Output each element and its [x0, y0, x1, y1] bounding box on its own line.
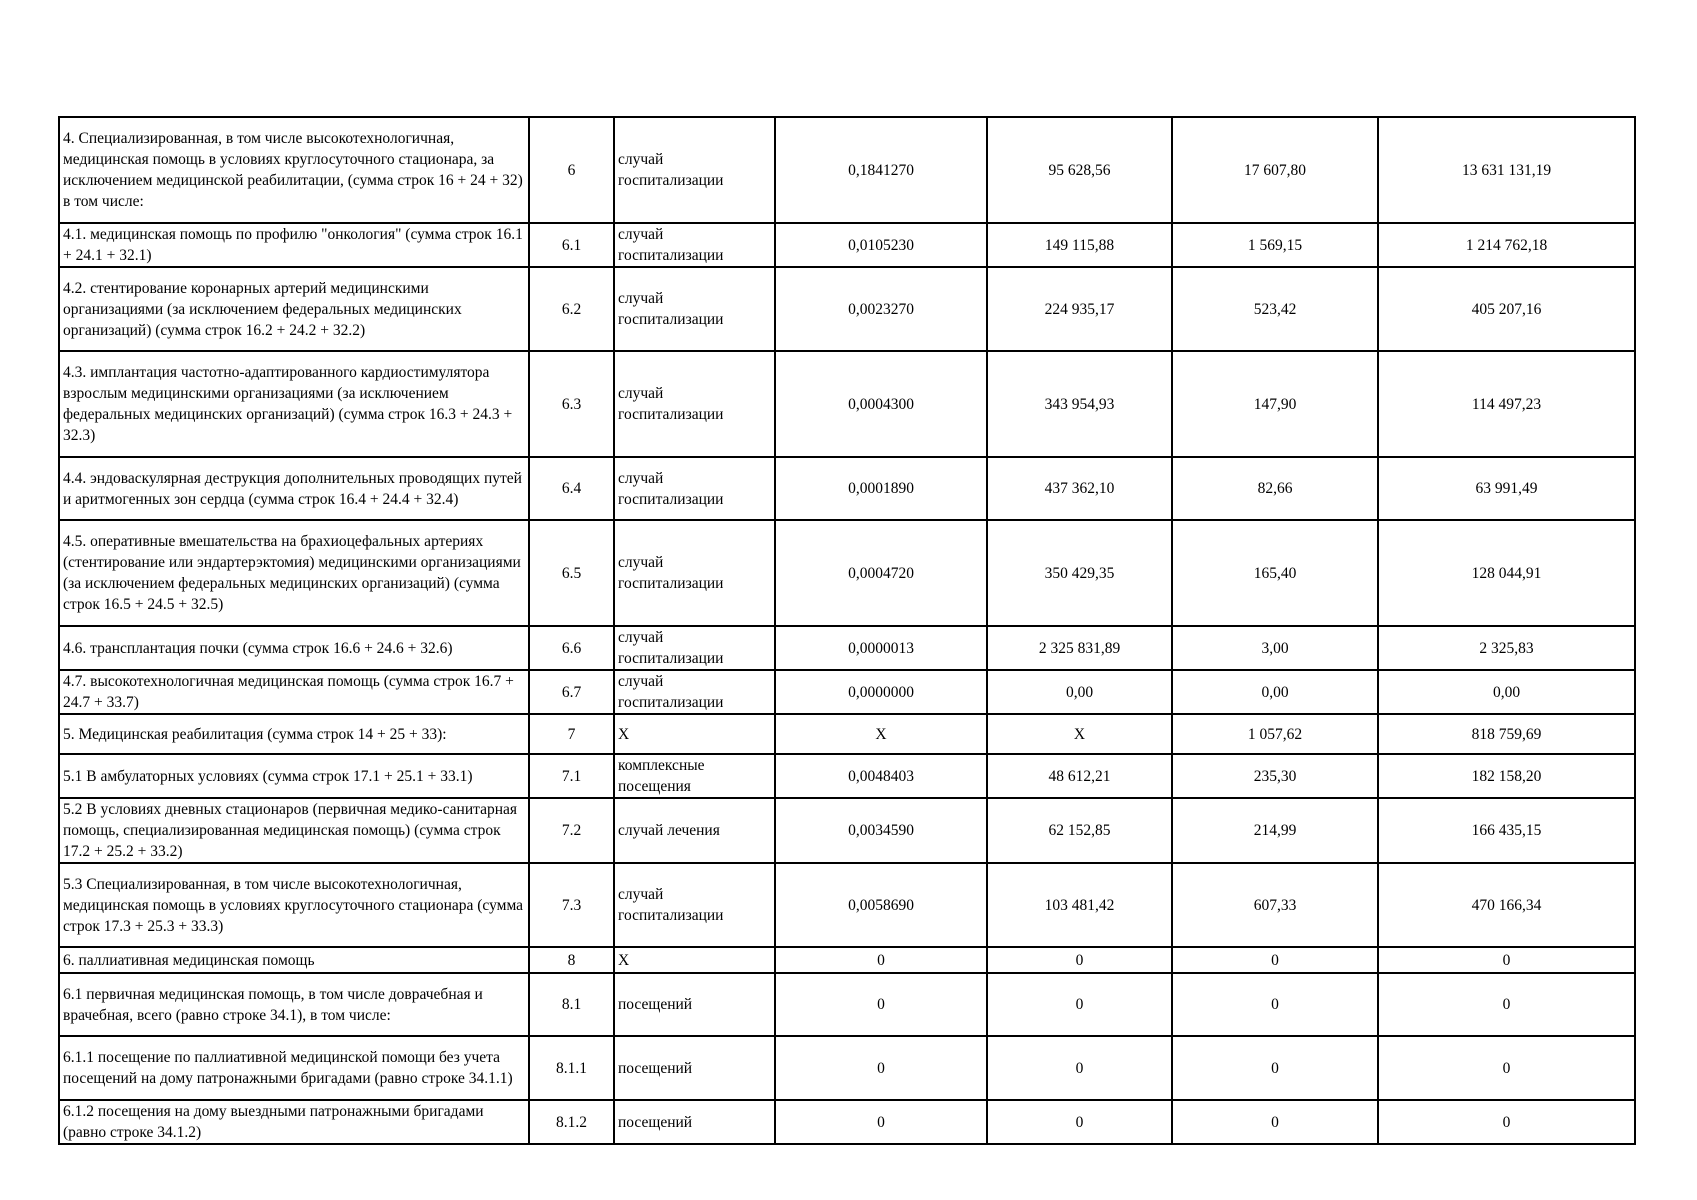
- cell-num: 8.1.1: [529, 1036, 614, 1100]
- cell-total: 182 158,20: [1378, 754, 1635, 798]
- cell-norm: Х: [775, 714, 987, 754]
- cell-cost: 224 935,17: [987, 267, 1172, 351]
- cell-name: 6.1.2 посещения на дому выездными патронажными бригадами (равно строке 34.1.2): [59, 1100, 529, 1144]
- cell-total: 128 044,91: [1378, 520, 1635, 626]
- cell-norm: 0,0034590: [775, 798, 987, 863]
- cell-name: 4. Специализированная, в том числе высокотехнологичная, медицинская помощь в условиях круглосуточного стационара, за исключением медицинской реабилитации, (сумма строк 16 + 24 + 32) в том числе:: [59, 117, 529, 223]
- cell-total: 405 207,16: [1378, 267, 1635, 351]
- cell-name: 4.1. медицинская помощь по профилю "онкология" (сумма строк 16.1 + 24.1 + 32.1): [59, 223, 529, 267]
- cell-name: 6. паллиативная медицинская помощь: [59, 947, 529, 973]
- cell-total: 470 166,34: [1378, 863, 1635, 947]
- cell-norm: 0,0001890: [775, 457, 987, 520]
- cell-rub: 523,42: [1172, 267, 1378, 351]
- table-row: [59, 670, 1635, 714]
- table-row: [59, 1036, 1635, 1100]
- cell-num: 7.3: [529, 863, 614, 947]
- cell-norm: 0,0048403: [775, 754, 987, 798]
- cell-cost: 0: [987, 947, 1172, 973]
- table-row: [59, 267, 1635, 351]
- cell-num: 6.5: [529, 520, 614, 626]
- cell-total: 2 325,83: [1378, 626, 1635, 670]
- cell-unit: комплексные посещения: [614, 754, 775, 798]
- cell-norm: 0,0000013: [775, 626, 987, 670]
- cell-rub: 0: [1172, 1036, 1378, 1100]
- cell-num: 6.7: [529, 670, 614, 714]
- cell-cost: 0,00: [987, 670, 1172, 714]
- cell-rub: 0: [1172, 973, 1378, 1036]
- data-table: [58, 116, 1636, 1145]
- table-row: [59, 947, 1635, 973]
- cell-norm: 0,1841270: [775, 117, 987, 223]
- cell-unit: случай госпитализации: [614, 223, 775, 267]
- cell-rub: 17 607,80: [1172, 117, 1378, 223]
- cell-name: 5.1 В амбулаторных условиях (сумма строк 17.1 + 25.1 + 33.1): [59, 754, 529, 798]
- cell-cost: 149 115,88: [987, 223, 1172, 267]
- cell-cost: Х: [987, 714, 1172, 754]
- table-row: [59, 457, 1635, 520]
- table-row: [59, 117, 1635, 223]
- cell-cost: 95 628,56: [987, 117, 1172, 223]
- cell-norm: 0,0004720: [775, 520, 987, 626]
- table-row: [59, 223, 1635, 267]
- cell-name: 4.6. трансплантация почки (сумма строк 16.6 + 24.6 + 32.6): [59, 626, 529, 670]
- table-row: [59, 973, 1635, 1036]
- cell-name: 4.3. имплантация частотно-адаптированного кардиостимулятора взрослым медицинскими организациями (за исключением федеральных медицинских организаций) (сумма строк 16.3 + 24.3 + 32.3): [59, 351, 529, 457]
- cell-cost: 62 152,85: [987, 798, 1172, 863]
- cell-total: 63 991,49: [1378, 457, 1635, 520]
- cell-cost: 2 325 831,89: [987, 626, 1172, 670]
- cell-unit: посещений: [614, 1100, 775, 1144]
- cell-total: 0: [1378, 973, 1635, 1036]
- cell-num: 8: [529, 947, 614, 973]
- cell-num: 6.3: [529, 351, 614, 457]
- cell-norm: 0,0105230: [775, 223, 987, 267]
- cell-unit: случай госпитализации: [614, 863, 775, 947]
- cell-cost: 437 362,10: [987, 457, 1172, 520]
- cell-norm: 0,0023270: [775, 267, 987, 351]
- cell-total: 13 631 131,19: [1378, 117, 1635, 223]
- cell-norm: 0: [775, 1036, 987, 1100]
- cell-rub: 214,99: [1172, 798, 1378, 863]
- cell-num: 7.2: [529, 798, 614, 863]
- cell-unit: случай госпитализации: [614, 267, 775, 351]
- cell-num: 7: [529, 714, 614, 754]
- cell-cost: 0: [987, 1100, 1172, 1144]
- table-row: [59, 1100, 1635, 1144]
- cell-total: 1 214 762,18: [1378, 223, 1635, 267]
- cell-total: 0: [1378, 1036, 1635, 1100]
- cell-rub: 0: [1172, 1100, 1378, 1144]
- cell-cost: 103 481,42: [987, 863, 1172, 947]
- cell-total: 166 435,15: [1378, 798, 1635, 863]
- cell-name: 4.5. оперативные вмешательства на брахиоцефальных артериях (стентирование или эндартерэктомия) медицинскими организациями (за исключением федеральных медицинских организаций) (сумма строк 16.5 + 24.5 + 32.5): [59, 520, 529, 626]
- table-row: [59, 714, 1635, 754]
- cell-norm: 0: [775, 1100, 987, 1144]
- cell-total: 818 759,69: [1378, 714, 1635, 754]
- cell-num: 8.1.2: [529, 1100, 614, 1144]
- cell-rub: 1 569,15: [1172, 223, 1378, 267]
- table-row: [59, 351, 1635, 457]
- cell-rub: 0: [1172, 947, 1378, 973]
- table-row: [59, 863, 1635, 947]
- cell-rub: 165,40: [1172, 520, 1378, 626]
- table-row: [59, 626, 1635, 670]
- table-body: [59, 117, 1635, 1144]
- cell-rub: 147,90: [1172, 351, 1378, 457]
- cell-rub: 607,33: [1172, 863, 1378, 947]
- cell-unit: случай госпитализации: [614, 626, 775, 670]
- cell-name: 4.7. высокотехнологичная медицинская помощь (сумма строк 16.7 + 24.7 + 33.7): [59, 670, 529, 714]
- table-row: [59, 798, 1635, 863]
- cell-unit: посещений: [614, 1036, 775, 1100]
- cell-cost: 48 612,21: [987, 754, 1172, 798]
- cell-rub: 235,30: [1172, 754, 1378, 798]
- cell-total: 114 497,23: [1378, 351, 1635, 457]
- cell-unit: случай лечения: [614, 798, 775, 863]
- cell-cost: 350 429,35: [987, 520, 1172, 626]
- cell-name: 5.3 Специализированная, в том числе высокотехнологичная, медицинская помощь в условиях круглосуточного стационара (сумма строк 17.3 + 25.3 + 33.3): [59, 863, 529, 947]
- cell-unit: случай госпитализации: [614, 670, 775, 714]
- cell-cost: 0: [987, 1036, 1172, 1100]
- cell-name: 6.1 первичная медицинская помощь, в том числе доврачебная и врачебная, всего (равно строке 34.1), в том числе:: [59, 973, 529, 1036]
- cell-rub: 1 057,62: [1172, 714, 1378, 754]
- cell-unit: случай госпитализации: [614, 351, 775, 457]
- cell-norm: 0,0058690: [775, 863, 987, 947]
- cell-unit: посещений: [614, 973, 775, 1036]
- cell-total: 0,00: [1378, 670, 1635, 714]
- cell-num: 6: [529, 117, 614, 223]
- cell-name: 4.4. эндоваскулярная деструкция дополнительных проводящих путей и аритмогенных зон сердца (сумма строк 16.4 + 24.4 + 32.4): [59, 457, 529, 520]
- cell-unit: случай госпитализации: [614, 520, 775, 626]
- cell-cost: 0: [987, 973, 1172, 1036]
- cell-rub: 3,00: [1172, 626, 1378, 670]
- cell-unit: случай госпитализации: [614, 457, 775, 520]
- cell-total: 0: [1378, 1100, 1635, 1144]
- cell-rub: 0,00: [1172, 670, 1378, 714]
- cell-name: 5. Медицинская реабилитация (сумма строк 14 + 25 + 33):: [59, 714, 529, 754]
- cell-total: 0: [1378, 947, 1635, 973]
- table-row: [59, 754, 1635, 798]
- cell-num: 6.2: [529, 267, 614, 351]
- cell-num: 6.6: [529, 626, 614, 670]
- cell-name: 6.1.1 посещение по паллиативной медицинской помощи без учета посещений на дому патронажными бригадами (равно строке 34.1.1): [59, 1036, 529, 1100]
- cell-num: 8.1: [529, 973, 614, 1036]
- cell-num: 7.1: [529, 754, 614, 798]
- cell-norm: 0,0004300: [775, 351, 987, 457]
- cell-num: 6.1: [529, 223, 614, 267]
- cell-norm: 0,0000000: [775, 670, 987, 714]
- cell-unit: Х: [614, 947, 775, 973]
- cell-cost: 343 954,93: [987, 351, 1172, 457]
- cell-norm: 0: [775, 947, 987, 973]
- table-row: [59, 520, 1635, 626]
- cell-norm: 0: [775, 973, 987, 1036]
- cell-name: 4.2. стентирование коронарных артерий медицинскими организациями (за исключением федеральных медицинских организаций) (сумма строк 16.2 + 24.2 + 32.2): [59, 267, 529, 351]
- cell-rub: 82,66: [1172, 457, 1378, 520]
- cell-unit: Х: [614, 714, 775, 754]
- cell-name: 5.2 В условиях дневных стационаров (первичная медико-санитарная помощь, специализированная медицинская помощь) (сумма строк 17.2 + 25.2 + 33.2): [59, 798, 529, 863]
- cell-unit: случай госпитализации: [614, 117, 775, 223]
- cell-num: 6.4: [529, 457, 614, 520]
